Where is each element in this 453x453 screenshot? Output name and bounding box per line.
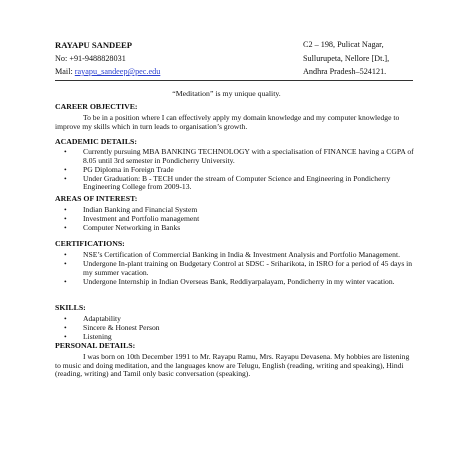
list-item: • NSE’s Certification of Commercial Banking in India & Investment Analysis and Portfolio Management.: [64, 250, 400, 259]
bullet-icon: •: [64, 223, 67, 233]
address-line-2: Sullurupeta, Nellore [Dt.],: [303, 54, 390, 63]
header-divider: [55, 80, 413, 81]
list-item: • Listening: [64, 332, 112, 342]
personal-details-body: I was born on 10th December 1991 to Mr. Rayapu Ramu, Mrs. Rayapu Devasena. My hobbies are listening to music and doing meditation, and the languages know are Telugu, English (reading, writing and speaking), Hindi (reading, writing) and Tamil only basic conversation (speaking).: [55, 352, 410, 379]
academic-details-heading: ACADEMIC DETAILS:: [55, 137, 137, 146]
career-objective-body: To be in a position where I can effectively apply my domain knowledge and my computer knowledge to improve my skills which in turn leads to organisation’s growth.: [55, 113, 400, 131]
email-line: [55, 67, 160, 77]
list-item: • PG Diploma in Foreign Trade: [64, 164, 174, 174]
skills-heading: SKILLS:: [55, 303, 86, 312]
list-item: • Sincere & Honest Person: [64, 323, 160, 333]
bullet-icon: •: [64, 147, 67, 156]
list-item: • Indian Banking and Financial System: [64, 205, 198, 214]
areas-of-interest-heading: AREAS OF INTEREST:: [55, 194, 138, 203]
address-line-3: Andhra Pradesh–524121.: [303, 67, 387, 76]
address-line-1: C2 – 198, Pulicat Nagar,: [303, 40, 384, 49]
bullet-icon: •: [64, 276, 67, 286]
phone-number: No: +91-9488828031: [55, 54, 126, 63]
skills-list: [55, 315, 415, 342]
career-objective-heading: CAREER OBJECTIVE:: [55, 102, 138, 111]
bullet-icon: •: [64, 250, 67, 259]
list-item: • Undergone In-plant training on Budgetary Control at SDSC - Sriharikota, in ISRO for a period of 45 days in my summer vacation.: [64, 259, 413, 277]
list-item: • Under Graduation: B - TECH under the stream of Computer Science and Engineering in Pondicherry Engineering College from 2009-13.: [64, 173, 391, 192]
certifications-list: [55, 251, 415, 287]
bullet-icon: •: [64, 323, 67, 333]
bullet-icon: •: [64, 314, 67, 323]
bullet-icon: •: [64, 214, 67, 224]
list-item: • Adaptability: [64, 314, 121, 323]
areas-of-interest-list: [55, 206, 415, 233]
bullet-icon: •: [64, 173, 67, 183]
list-item: • Investment and Portfolio management: [64, 214, 200, 224]
list-item: • Undergone Internship in Indian Overseas Bank, Reddiyarpalayam, Pondicherry in my winter vacation.: [64, 276, 395, 286]
bullet-icon: •: [64, 164, 67, 174]
career-objective-text: [55, 114, 415, 131]
list-item: • Computer Networking in Banks: [64, 223, 181, 233]
academic-details-list: [55, 148, 415, 192]
certifications-heading: CERTIFICATIONS:: [55, 239, 125, 248]
personal-details-heading: PERSONAL DETAILS:: [55, 341, 136, 350]
personal-quote: “Meditation” is my unique quality.: [172, 89, 281, 98]
bullet-icon: •: [64, 205, 67, 214]
bullet-icon: •: [64, 259, 67, 269]
personal-details-text: [55, 353, 415, 379]
list-item: • Currently pursuing MBA BANKING TECHNOLOGY with a specialisation of FINANCE having a CGPA of 8.05 until 3rd semester in Pondicherry University.: [64, 147, 414, 165]
bullet-icon: •: [64, 332, 67, 342]
email-label: Mail:: [55, 67, 73, 76]
candidate-name: RAYAPU SANDEEP: [55, 40, 132, 50]
email-link[interactable]: rayapu_sandeep@pec.edu: [74, 67, 161, 76]
